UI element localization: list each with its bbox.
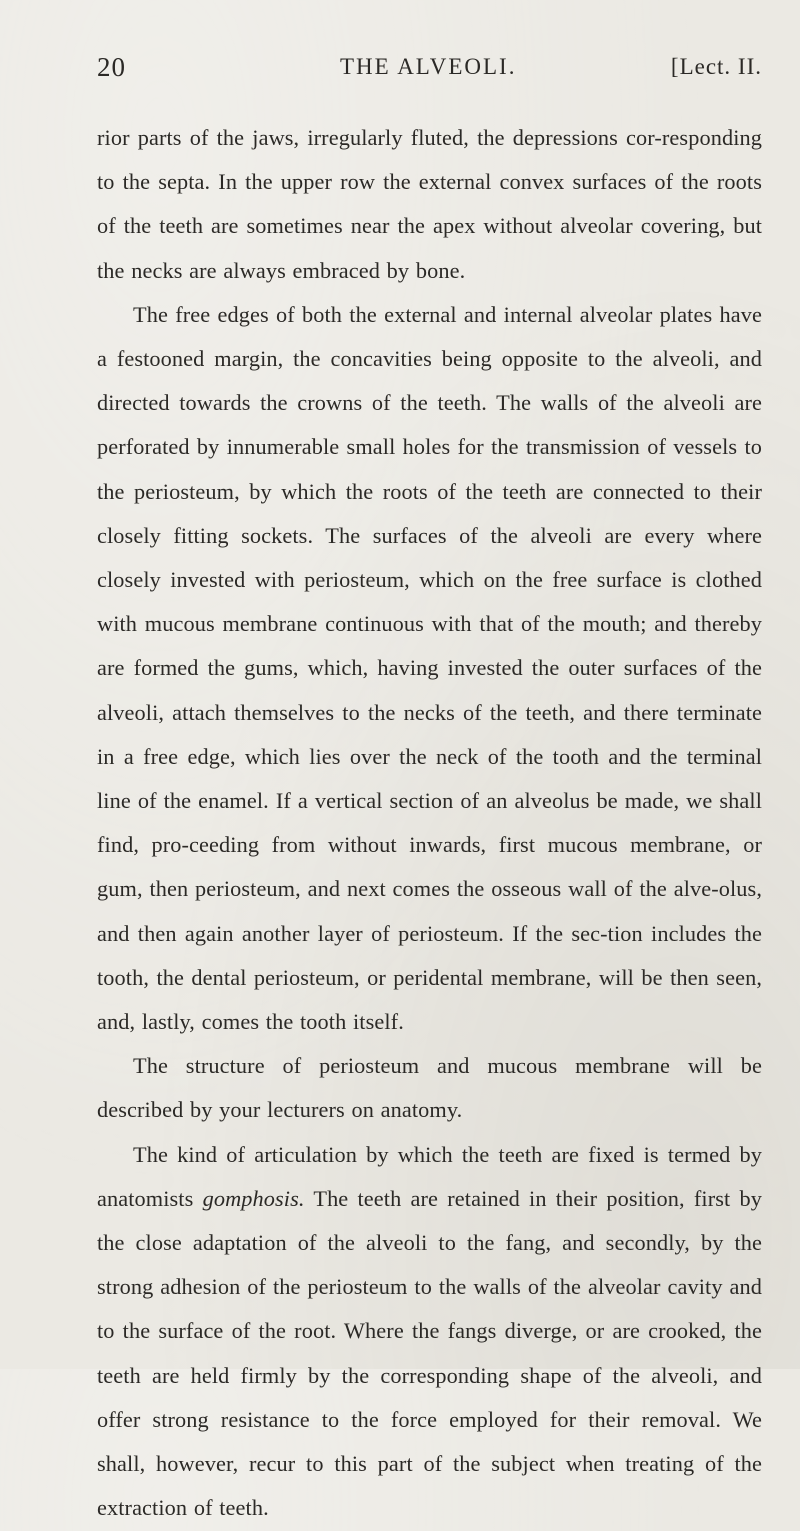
paragraph-periosteum-note: The structure of periosteum and mucous membrane will be described by your lecturers on anatomy. — [97, 1053, 762, 1123]
articulation-text-start: The kind of articulation by which the teeth are fixed is termed by anatomists — [97, 1141, 762, 1211]
articulation-text-end: The teeth are retained in their position, first by the close adaptation of the alveoli to the fang, and secondly, by the strong adhesion of the periosteum to the walls of the alveolar cavity and to the surface of the root. Where the fangs diverge, or are crooked, the teeth are held firmly by the corresponding shape of the alveoli, and offer strong resistance to the force employed for their removal. We shall, however, recur to this part of the subject when treating of the extraction of teeth. — [97, 1185, 762, 1521]
body-text — [97, 116, 762, 1531]
page-number: 20 — [97, 52, 126, 82]
page-header — [97, 48, 762, 88]
running-title: THE ALVEOLI. — [340, 54, 517, 79]
lecture-reference: [Lect. II. — [670, 54, 762, 79]
paragraph-continuation: rior parts of the jaws, irregularly fluted, the depressions cor-responding to the septa. In the upper row the external convex surfaces of the roots of the teeth are sometimes near the apex without alveolar covering, but the necks are always embraced by bone. — [97, 125, 762, 283]
paragraph-alveolar-plates: The free edges of both the external and internal alveolar plates have a festooned margin, the concavities being opposite to the alveoli, and directed towards the crowns of the teeth. The walls of the alveoli are perforated by innumerable small holes for the transmission of vessels to the periosteum, by which the roots of the teeth are connected to their closely fitting sockets. The surfaces of the alveoli are every where closely invested with periosteum, which on the free surface is clothed with mucous membrane continuous with that of the mouth; and thereby are formed the gums, which, having invested the outer surfaces of the alveoli, attach themselves to the necks of the teeth, and there terminate in a free edge, which lies over the neck of the tooth and the terminal line of the enamel. If a vertical section of an alveolus be made, we shall find, pro-ceeding from without inwards, first mucous membrane, or gum, then periosteum, and next comes the osseous wall of the alve-olus, and then again another layer of periosteum. If the sec-tion includes the tooth, the dental periosteum, or peridental membrane, will be then seen, and, lastly, comes the tooth itself. — [97, 301, 762, 1035]
gomphosis-term: gomphosis. — [202, 1185, 305, 1211]
paragraph-articulation — [97, 1133, 762, 1531]
